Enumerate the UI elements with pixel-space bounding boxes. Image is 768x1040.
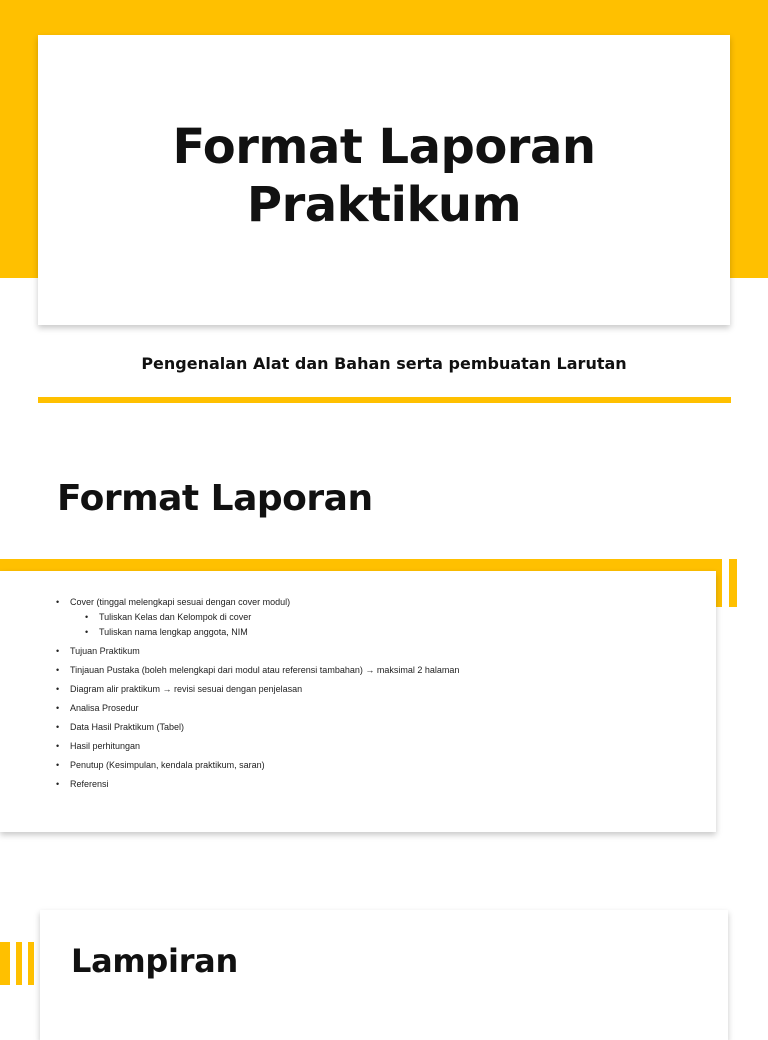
slide2-accent-bar (729, 559, 737, 607)
list-item: • Tujuan Praktikum (56, 645, 459, 658)
slide1-divider (38, 397, 731, 403)
list-item: • Data Hasil Praktikum (Tabel) (56, 721, 459, 734)
slide3-title: Lampiran (71, 942, 238, 980)
slide2-accent-bar (716, 559, 722, 607)
slide3-accent-bar (0, 942, 10, 985)
slide1-title (0, 118, 768, 234)
sub-list (70, 611, 459, 639)
list-item: • Referensi (56, 778, 459, 791)
slide1-title-line1: Format Laporan (172, 119, 596, 175)
sub-list-item: • Tuliskan nama lengkap anggota, NIM (85, 626, 459, 639)
slide3-accent-bar (28, 942, 34, 985)
slide3-accent-bar (16, 942, 22, 985)
slide2-title: Format Laporan (57, 478, 373, 519)
slide1-title-line2: Praktikum (246, 177, 522, 233)
list-item (56, 596, 459, 639)
slide1-subtitle: Pengenalan Alat dan Bahan serta pembuatan Larutan (141, 354, 627, 373)
list-item: • Analisa Prosedur (56, 702, 459, 715)
list-item: • Tinjauan Pustaka (boleh melengkapi dari modul atau referensi tambahan) → maksimal 2 halaman (56, 664, 459, 677)
report-format-list (56, 596, 459, 797)
list-item: • Hasil perhitungan (56, 740, 459, 753)
slide2-accent-band (0, 559, 720, 571)
list-item-text: Cover (tinggal melengkapi sesuai dengan cover modul) (70, 597, 291, 607)
list-item: • Penutup (Kesimpulan, kendala praktikum, saran) (56, 759, 459, 772)
list-item: • Diagram alir praktikum → revisi sesuai dengan penjelasan (56, 683, 459, 696)
sub-list-item: • Tuliskan Kelas dan Kelompok di cover (85, 611, 459, 624)
